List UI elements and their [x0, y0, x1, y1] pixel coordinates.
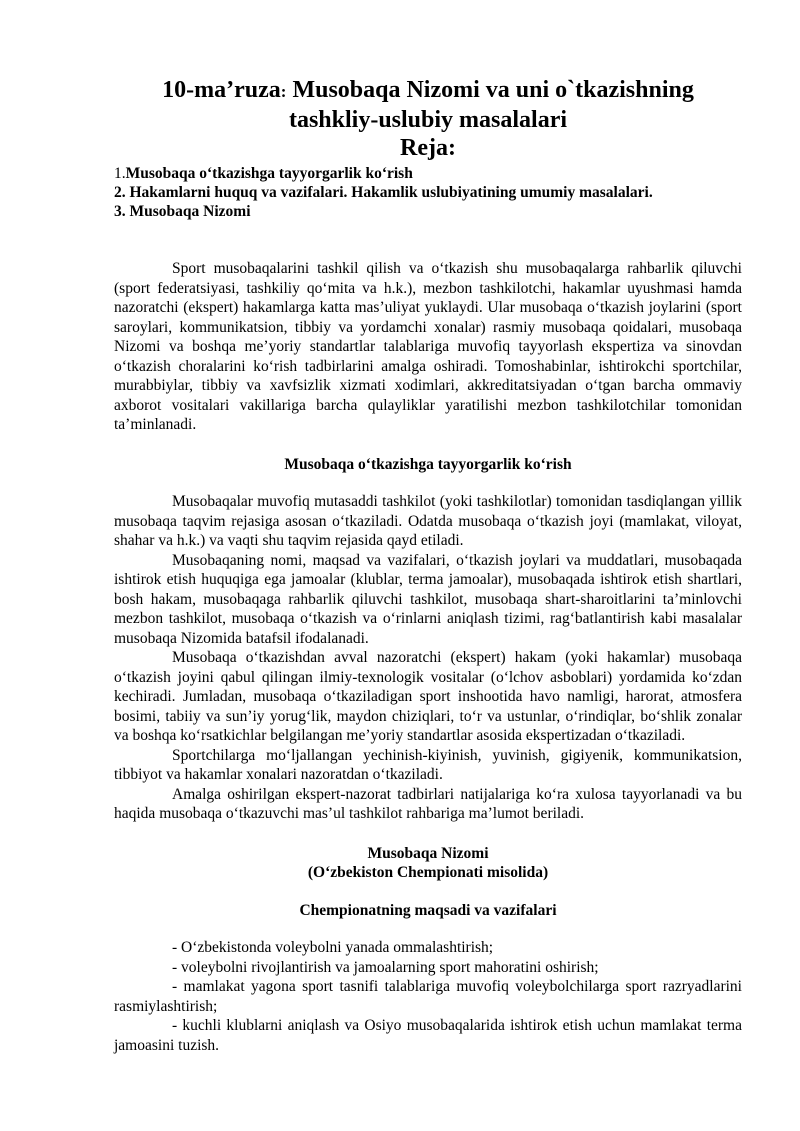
section-heading-preparation: Musobaqa o‘tkazishga tayyorgarlik ko‘rish	[284, 455, 572, 473]
plan-item-number: 2.	[114, 184, 130, 201]
document-page	[114, 76, 742, 1055]
plan-item-number: 3.	[114, 203, 130, 220]
section-subheading-regulation: (O‘zbekiston Chempionati misolida)	[307, 864, 549, 881]
plan-list	[114, 164, 742, 221]
title-line-2: tashkliy-uslubiy masalalari	[288, 107, 568, 133]
plan-item-number: 1.	[114, 165, 126, 182]
paragraph: Sportchilarga mo‘ljallangan yechinish-kiyinish, yuvinish, gigiyenik, kommunikatsion, tibbiyot va hakamlar xonalari nazoratdan o‘tkaziladi.	[114, 746, 742, 783]
plan-item	[114, 202, 742, 221]
paragraph: Musobaqa o‘tkazishdan avval nazoratchi (ekspert) hakam (yoki hakamlar) musobaqa o‘tkazish joyini qabul qilingan ilmiy-texnologik vositalar (o‘lchov asboblari) yordamida ko‘zdan kechiradi. Jumladan, musobaqa o‘tkaziladigan sport inshootida havo namligi, harorat, atmosfera bosimi, tabiiy va sun’iy yorug‘lik, maydon chiziqlari, to‘r va ustunlar, o‘rindiqlar, bo‘shlik zonalar va boshqa ko‘rsatkichlar belgilangan me’yoriy standartlar asosida ekspertizadan o‘tkaziladi.	[114, 649, 742, 744]
plan-heading: Reja:	[400, 135, 456, 161]
section-heading-regulation: Musobaqa Nizomi	[367, 844, 489, 862]
title-separator: :	[280, 82, 287, 101]
plan-item	[114, 183, 742, 202]
paragraph: Musobaqalar muvofiq mutasaddi tashkilot (yoki tashkilotlar) tomonidan tasdiqlangan yillik musobaqa taqvim rejasiga asosan o‘tkaziladi. Odatda musobaqa o‘tkazish joyi (mamlakat, viloyat, shahar va h.k.) va vaqti shu taqvim rejasida qayd etiladi.	[114, 493, 742, 549]
intro-paragraph: Sport musobaqalarini tashkil qilish va o‘tkazish shu musobaqalarga rahbarlik qiluvchi (sport federatsiyasi, tashkiliy qo‘mita va h.k.), mezbon tashkilotchi, hakamlar uyushmasi hamda nazoratchi (ekspert) hakamlarga katta mas’uliyat yuklaydi. Ular musobaqa o‘tkazish joylarini (sport saroylari, kommunikatsion, tibbiy va yordamchi xonalar) rasmiy musobaqa qoidalari, musobaqa Nizomi va boshqa me’yoriy standartlar talablariga muvofiq tayyorlash ekspertiza va sinovdan o‘tkazish choralarini ko‘rish tadbirlarini amalga oshiradi. Tomoshabinlar, ishtirokchi sportchilar, murabbiylar, tibbiy va xavfsizlik xizmati xodimlari, akkreditatsiyadan o‘tgan barcha ommaviy axborot vositalari vakillariga barcha qulayliklar yaratilishi mezbon tashkilotchilar tomonidan ta’minlanadi.	[114, 260, 742, 433]
section-heading-goals: Chempionatning maqsadi va vazifalari	[299, 901, 557, 919]
title-main: Musobaqa Nizomi va uni o`tkazishning	[286, 77, 694, 103]
document-title	[114, 76, 742, 134]
plan-item-text: Hakamlarni huquq va vazifalari. Hakamlik uslubiyatining umumiy masalalari.	[129, 184, 653, 201]
plan-item-text: Musobaqa Nizomi	[129, 203, 251, 220]
goal-item: - kuchli klublarni aniqlash va Osiyo musobaqalarida ishtirok etish uchun mamlakat terma jamoasini tuzish.	[114, 1017, 742, 1054]
plan-item-text: Musobaqa o‘tkazishga tayyorgarlik ko‘rish	[125, 165, 413, 182]
paragraph: Amalga oshirilgan ekspert-nazorat tadbirlari natijalariga ko‘ra xulosa tayyorlanadi va bu haqida musobaqa o‘tkazuvchi mas’ul tashkilot rahbariga ma’lumot beriladi.	[114, 785, 742, 822]
goal-item: - mamlakat yagona sport tasnifi talablariga muvofiq voleybolchilarga sport razryadlarini rasmiylashtirish;	[114, 978, 742, 1015]
paragraph: Musobaqaning nomi, maqsad va vazifalari, o‘tkazish joylari va muddatlari, musobaqada ishtirok etish huquqiga ega jamoalar (klublar, terma jamoalar), musobaqada ishtirok etish shartlari, bosh hakam, musobaqaga rahbarlik qiluvchi tashkilot, musobaqa shart-sharoitlarini ta’minlovchi mezbon tashkilot, musobaqa o‘tkazish va o‘rinlarni aniqlash tizimi, rag‘batlantirish kabi masalalar musobaqa Nizomida batafsil ifodalanadi.	[114, 551, 742, 647]
plan-item	[114, 164, 742, 183]
goal-item: - voleybolni rivojlantirish va jamoalarning sport mahoratini oshirish;	[172, 958, 599, 976]
title-lecture-number: 10-ma’ruza	[162, 77, 281, 103]
goal-item: - O‘zbekistonda voleybolni yanada ommalashtirish;	[172, 939, 494, 956]
